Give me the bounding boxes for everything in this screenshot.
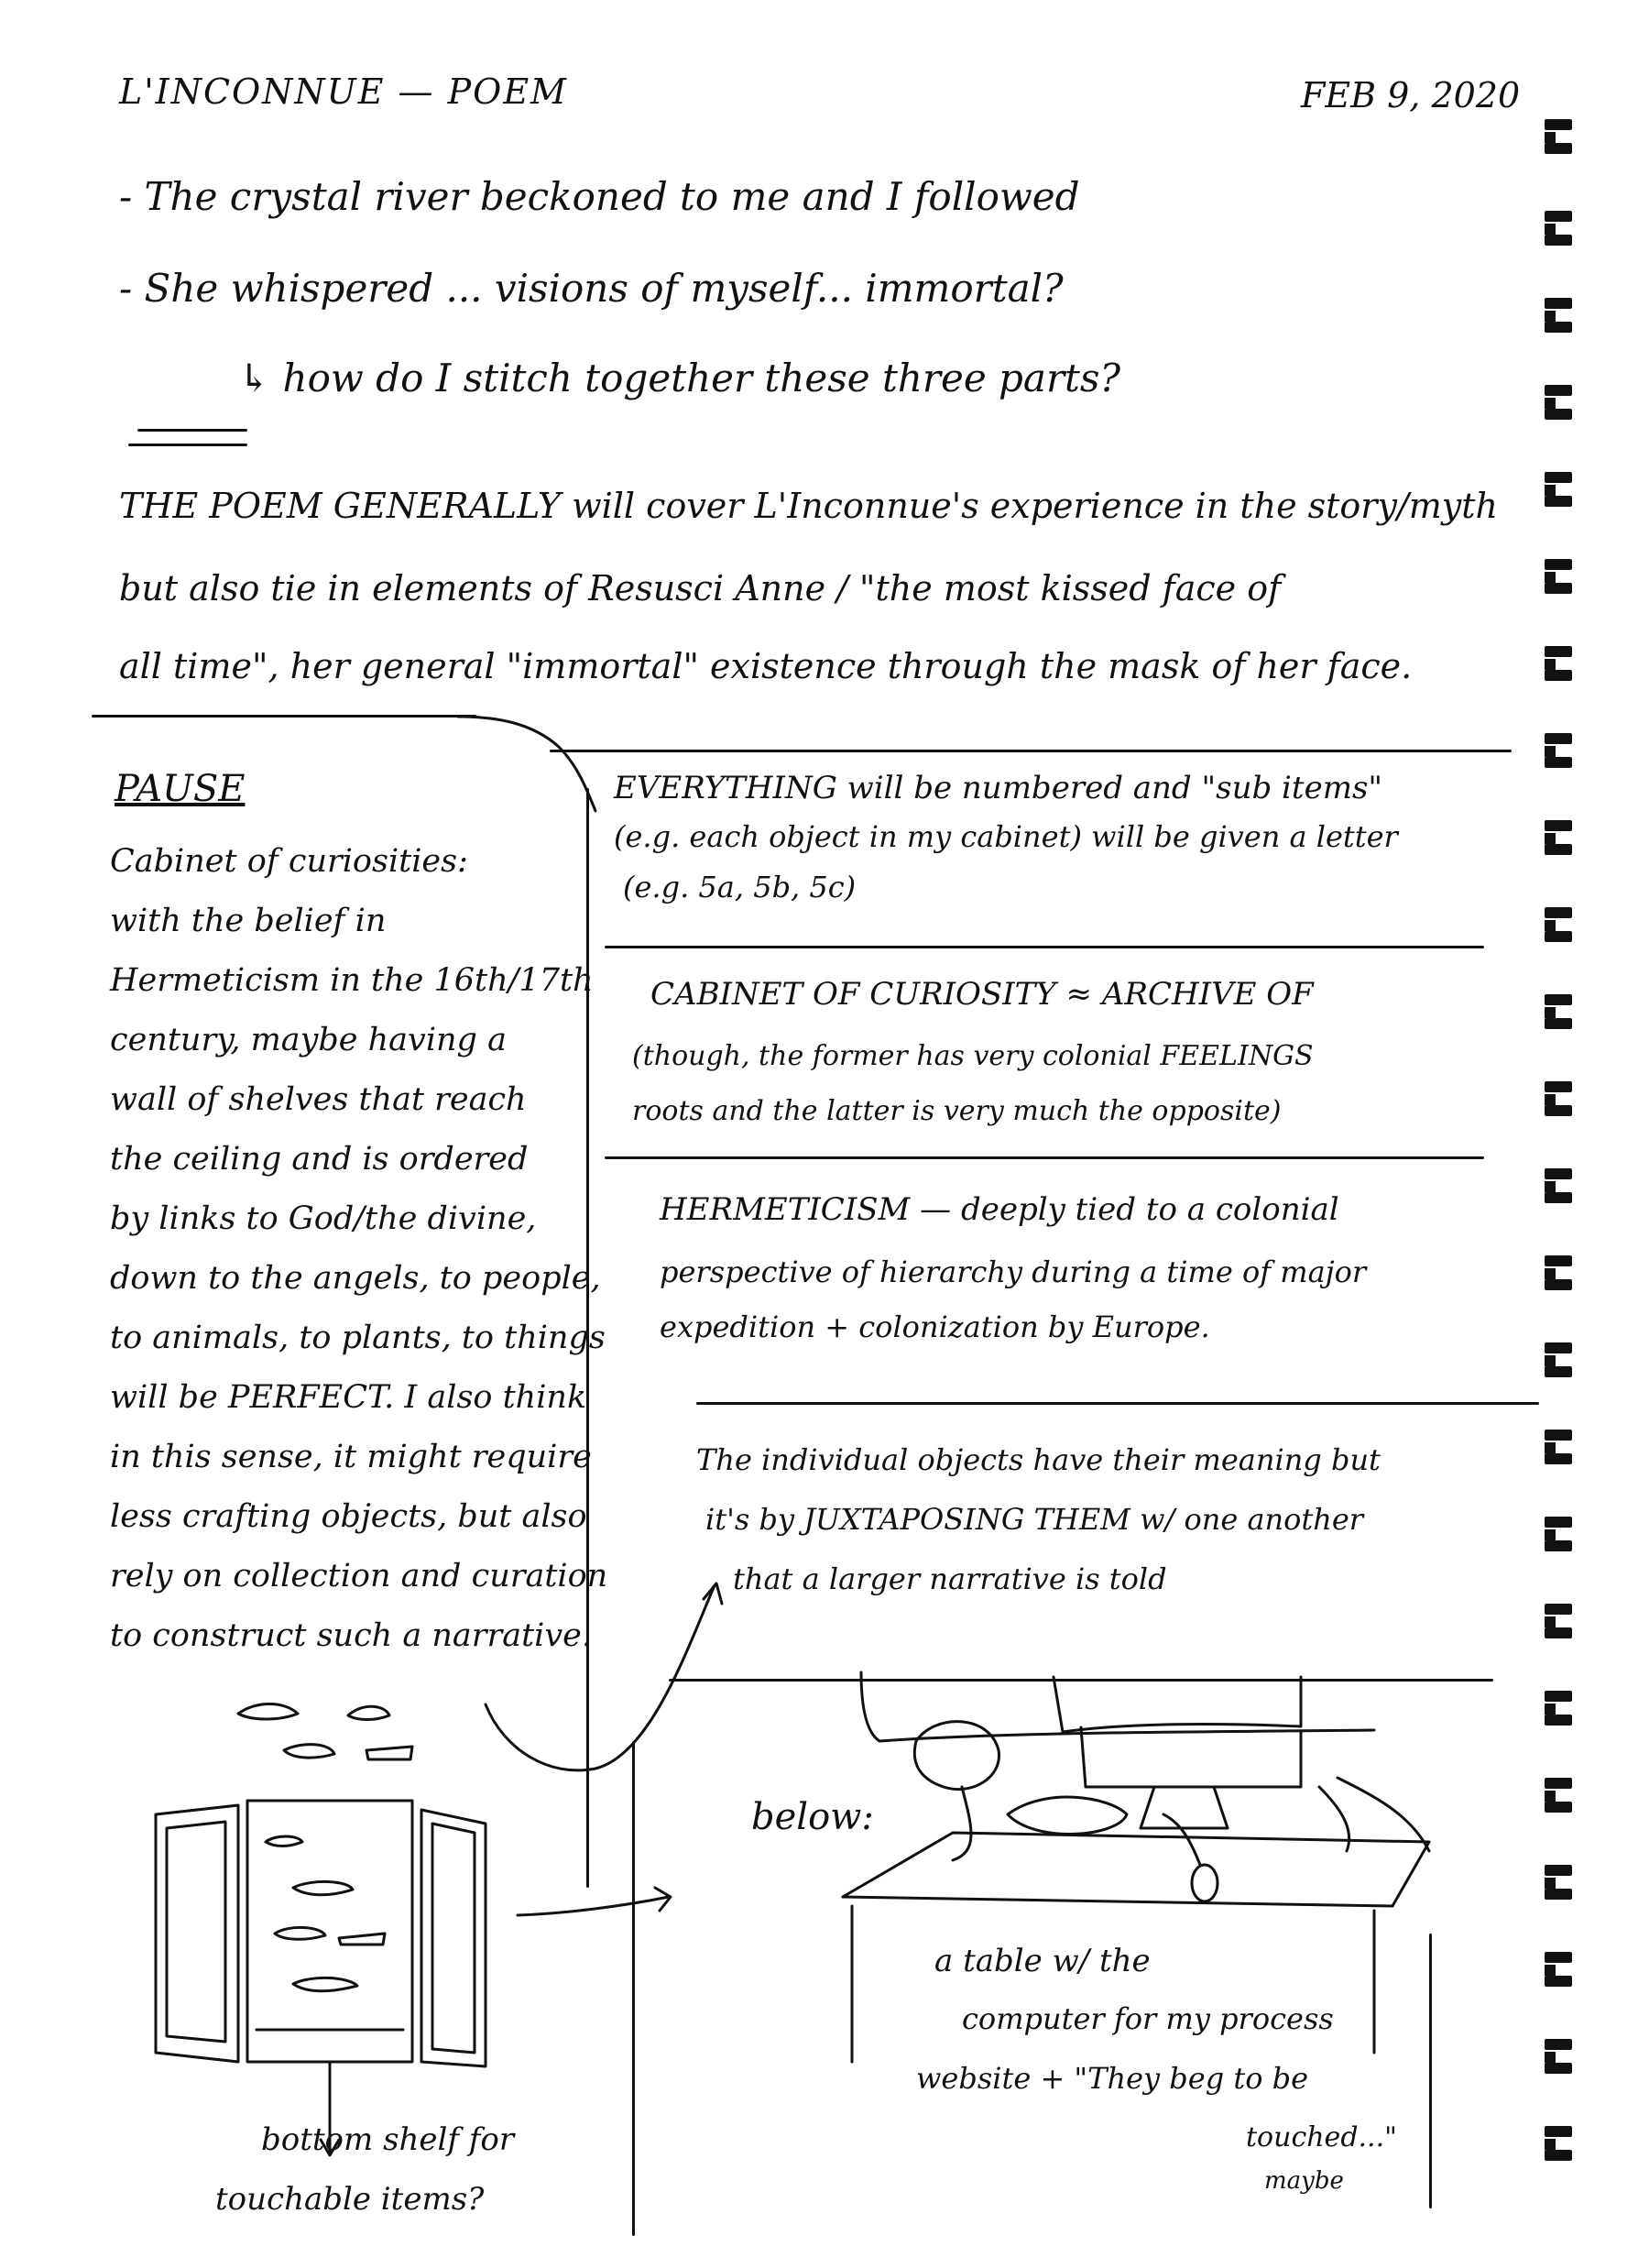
divider-curve — [458, 706, 605, 816]
right-arrow — [513, 1879, 696, 1934]
pause-line: down to the angels, to people, — [110, 1260, 601, 1297]
pause-line: with the belief in — [110, 903, 387, 939]
note-line: CABINET OF CURIOSITY ≈ ARCHIVE OF — [650, 976, 1314, 1013]
note-line: it's by JUXTAPOSING THEM w/ one another — [705, 1502, 1364, 1537]
note-line: (though, the former has very colonial FEELINGS — [632, 1040, 1314, 1072]
pause-line: wall of shelves that reach — [110, 1081, 527, 1118]
intro-line-3: ↳ how do I stitch together these three parts? — [238, 356, 1120, 400]
table-caption-line: touched..." — [1246, 2121, 1397, 2153]
table-caption-line: maybe — [1264, 2167, 1344, 2195]
shelf-caption-line: touchable items? — [215, 2181, 485, 2218]
pause-line: the ceiling and is ordered — [110, 1141, 529, 1178]
table-caption-bracket — [1429, 1934, 1432, 2208]
spiral-ring — [1545, 1081, 1572, 1116]
note-line: roots and the latter is very much the opposite) — [632, 1095, 1282, 1127]
note-line: EVERYTHING will be numbered and "sub items" — [614, 770, 1383, 806]
pause-heading: PAUSE — [115, 768, 246, 810]
page-title: L'INCONNUE — POEM — [119, 71, 568, 112]
note-line: HERMETICISM — deeply tied to a colonial — [660, 1191, 1339, 1228]
connector-arrow — [476, 1549, 751, 1787]
spiral-ring — [1545, 2126, 1572, 2161]
pause-line: in this sense, it might require — [110, 1439, 592, 1475]
spiral-ring — [1545, 994, 1572, 1029]
pause-line: rely on collection and curation — [110, 1558, 608, 1594]
pause-line: will be PERFECT. I also think — [110, 1379, 587, 1416]
note-divider — [605, 946, 1484, 948]
spiral-ring — [1545, 298, 1572, 333]
note-divider — [605, 1156, 1484, 1159]
overview-line-3: all time", her general "immortal" existence through the mask of her face. — [119, 646, 1413, 686]
page-date: FEB 9, 2020 — [1301, 75, 1521, 115]
pause-line: century, maybe having a — [110, 1022, 507, 1058]
spiral-ring — [1545, 820, 1572, 855]
spiral-ring — [1545, 907, 1572, 942]
spiral-ring — [1545, 1168, 1572, 1203]
spiral-ring — [1545, 559, 1572, 594]
spiral-ring — [1545, 1778, 1572, 1813]
spiral-ring — [1545, 646, 1572, 681]
doodle-shapes — [229, 1695, 431, 1778]
spiral-ring — [1545, 119, 1572, 154]
spiral-ring — [1545, 1517, 1572, 1551]
spiral-ring — [1545, 1691, 1572, 1726]
spiral-ring — [1545, 385, 1572, 420]
spiral-ring — [1545, 1865, 1572, 1900]
intro-line-1: - The crystal river beckoned to me and I followed — [119, 174, 1080, 219]
spiral-ring — [1545, 211, 1572, 246]
pause-line: Hermeticism in the 16th/17th — [110, 962, 594, 999]
shelf-caption-line: bottom shelf for — [261, 2121, 515, 2158]
note-line: (e.g. 5a, 5b, 5c) — [623, 870, 857, 904]
overview-line-2: but also tie in elements of Resusci Anne / "the most kissed face of — [119, 568, 1282, 608]
pause-line: by links to God/the divine, — [110, 1200, 537, 1237]
table-caption-line: computer for my process — [962, 2001, 1334, 2036]
pause-line: to construct such a narrative. — [110, 1617, 592, 1654]
pause-line: to animals, to plants, to things — [110, 1320, 606, 1356]
pause-line: Cabinet of curiosities: — [110, 843, 468, 880]
table-caption-line: a table w/ the — [934, 1943, 1151, 1979]
spiral-ring — [1545, 1430, 1572, 1464]
pause-line: less crafting objects, but also — [110, 1498, 587, 1535]
spiral-ring — [1545, 1604, 1572, 1638]
below-label: below: — [751, 1796, 874, 1838]
note-line: that a larger narrative is told — [733, 1561, 1167, 1596]
note-line: expedition + colonization by Europe. — [660, 1309, 1210, 1344]
spiral-ring — [1545, 2039, 1572, 2074]
intro-line-2: - She whispered ... visions of myself... immortal? — [119, 266, 1064, 311]
section-divider — [92, 715, 476, 718]
spiral-ring — [1545, 1255, 1572, 1290]
column-divider-lower — [632, 1741, 635, 2236]
note-line: perspective of hierarchy during a time of major — [660, 1255, 1367, 1289]
spiral-ring — [1545, 733, 1572, 768]
overview-line-1: THE POEM GENERALLY will cover L'Inconnue's experience in the story/myth — [119, 486, 1498, 526]
section-divider-right — [550, 750, 1512, 752]
spiral-ring — [1545, 1342, 1572, 1377]
spiral-ring — [1545, 1952, 1572, 1987]
spiral-ring — [1545, 472, 1572, 507]
table-caption-line: website + "They beg to be — [916, 2061, 1309, 2096]
note-line: (e.g. each object in my cabinet) will be given a letter — [614, 819, 1398, 854]
note-line: The individual objects have their meaning but — [696, 1442, 1381, 1477]
intro-divider-2 — [128, 444, 247, 446]
note-divider — [696, 1402, 1539, 1405]
intro-divider — [137, 429, 247, 432]
